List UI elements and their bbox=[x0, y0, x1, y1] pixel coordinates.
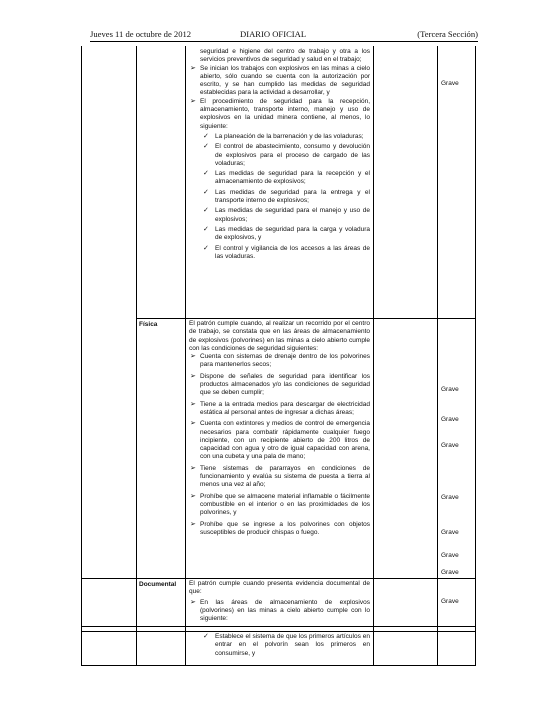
arrow-bullet-icon: ➢ bbox=[190, 464, 196, 472]
row-rule bbox=[81, 631, 476, 632]
severity-label: Grave bbox=[441, 598, 459, 605]
severity-label: Grave bbox=[441, 494, 459, 501]
list-item: ➢ Dispone de señales de seguridad para identificar los productos almacenados y/o las condiciones de seguridad que se deben cumplir; bbox=[190, 372, 370, 397]
check-bullet-icon: ✓ bbox=[203, 170, 209, 178]
category-label: Documental bbox=[139, 581, 177, 588]
severity-label: Grave bbox=[441, 386, 459, 393]
severity-label: Grave bbox=[441, 442, 459, 449]
arrow-bullet-icon: ➢ bbox=[190, 492, 196, 500]
check-bullet-icon: ✓ bbox=[203, 207, 209, 215]
arrow-bullet-icon: ➢ bbox=[190, 420, 196, 428]
header-date: Jueves 11 de octubre de 2012 bbox=[90, 29, 192, 39]
col-rule bbox=[81, 46, 82, 666]
list-item: ➢ Tiene a la entrada medios para descargar de electricidad estática al personal antes de ingresar a dichas áreas; bbox=[190, 400, 370, 416]
list-item: ➢ Tiene sistemas de pararrayos en condiciones de funcionamiento y evalúa su sistema de puesta a tierra al menos una vez al año; bbox=[190, 464, 370, 489]
list-item: ➢ Cuenta con sistemas de drenaje dentro de los polvorines para mantenerlos secos; bbox=[190, 353, 370, 369]
arrow-bullet-icon: ➢ bbox=[190, 372, 196, 380]
arrow-bullet-icon: ➢ bbox=[190, 520, 196, 528]
list-item: ✓ Establece el sistema de que los primeros artículos en entrar en el polvorín sean los primeros en consumirse, y bbox=[203, 633, 370, 657]
check-bullet-icon: ✓ bbox=[203, 633, 209, 640]
arrow-bullet-icon: ➢ bbox=[190, 353, 196, 361]
requirements-cell bbox=[189, 48, 370, 261]
arrow-bullet-icon: ➢ bbox=[190, 400, 196, 408]
row-rule bbox=[81, 626, 476, 627]
col-rule bbox=[136, 46, 137, 666]
list-item: ✓ Las medidas de seguridad para el manejo y uso de explosivos; bbox=[203, 207, 370, 223]
compliance-table bbox=[81, 46, 476, 666]
list-item: ✓ Las medidas de seguridad para la carga y voladura de explosivos, y bbox=[203, 225, 370, 242]
arrow-bullet-icon: ➢ bbox=[190, 598, 196, 606]
severity-label: Grave bbox=[441, 529, 459, 536]
severity-cell bbox=[441, 580, 475, 624]
list-item: ✓ El control y vigilancia de los accesos a las áreas de las voladuras. bbox=[203, 244, 370, 260]
row-rule bbox=[136, 318, 476, 319]
severity-cell bbox=[441, 46, 475, 316]
list-item: ➢ El procedimiento de seguridad para la recepción, almacenamiento, transporte interno, manejo y uso de explosivos en la unidad minera contiene, al menos, lo siguiente: bbox=[190, 97, 370, 130]
arrow-bullet-icon: ➢ bbox=[190, 97, 196, 105]
list-item: El patrón cumple cuando, al realizar un recorrido por el centro de trabajo, se constata que en las áreas de almacenamiento de explosivos (polvorines) en las minas a cielo abierto cumple con las condiciones de seguridad siguientes: bbox=[189, 320, 370, 352]
col-rule bbox=[185, 46, 186, 666]
check-bullet-icon: ✓ bbox=[203, 132, 209, 140]
requirements-cell bbox=[189, 320, 370, 537]
category-label: Física bbox=[139, 321, 158, 328]
severity-label: Grave bbox=[441, 416, 459, 423]
severity-label: Grave bbox=[441, 552, 459, 559]
list-item: ➢ Prohíbe que se ingrese a los polvorines con objetos susceptibles de producir chispas o fuego. bbox=[190, 520, 370, 536]
row-rule bbox=[81, 578, 476, 579]
severity-label: Grave bbox=[441, 80, 459, 87]
col-rule bbox=[475, 46, 476, 666]
header-section: (Tercera Sección) bbox=[417, 29, 478, 39]
check-bullet-icon: ✓ bbox=[203, 244, 209, 252]
list-item: El patrón cumple cuando presenta evidencia documental de que: bbox=[189, 580, 370, 596]
list-item: ✓ La planeación de la barrenación y de las voladuras; bbox=[203, 132, 364, 140]
check-bullet-icon: ✓ bbox=[203, 143, 209, 151]
col-rule bbox=[373, 46, 374, 666]
row-rule bbox=[81, 665, 476, 666]
arrow-bullet-icon: ➢ bbox=[190, 64, 196, 72]
header-publication: DIARIO OFICIAL bbox=[240, 29, 307, 39]
list-item: ✓ El control de abastecimiento, consumo y devolución de explosivos para el proceso de cargado de las voladuras; bbox=[203, 143, 370, 167]
check-bullet-icon: ✓ bbox=[203, 225, 209, 233]
list-item: ✓ Las medidas de seguridad para la entrega y el transporte interno de explosivos; bbox=[203, 188, 370, 205]
list-item: seguridad e higiene del centro de trabajo y otra a los servicios preventivos de seguridad y salud en el trabajo; bbox=[200, 48, 370, 64]
check-bullet-icon: ✓ bbox=[203, 188, 209, 196]
severity-label: Grave bbox=[441, 569, 459, 576]
col-rule bbox=[437, 46, 438, 666]
list-item: ✓ Las medidas de seguridad para la recepción y el almacenamiento de explosivos; bbox=[203, 170, 370, 186]
list-item: ➢ Prohíbe que se almacene material inflamable o fácilmente combustible en el interior o en las proximidades de los polvorines, y bbox=[190, 492, 370, 517]
list-item: ➢ En las áreas de almacenamiento de explosivos (polvorines) en las minas a cielo abierto cumple con lo siguiente: bbox=[190, 598, 370, 623]
list-item: ➢ Cuenta con extintores y medios de control de emergencia necesarios para combatir rápidamente cualquier fuego incipiente, con un recipiente abierto de 200 litros de capacidad con agua y otro de igual capacidad con arena, con una cubeta y una pala de mano; bbox=[190, 420, 370, 461]
requirements-cell bbox=[189, 633, 370, 658]
page-header bbox=[90, 29, 478, 42]
requirements-cell bbox=[189, 580, 370, 623]
list-item: ➢ Se inician los trabajos con explosivos en las minas a cielo abierto, sólo cuando se cuenta con la autorización por escrito, y se han cumplido las medidas de seguridad establecidas para la actividad a desarrollar, y bbox=[190, 64, 370, 97]
severity-cell bbox=[441, 320, 475, 576]
